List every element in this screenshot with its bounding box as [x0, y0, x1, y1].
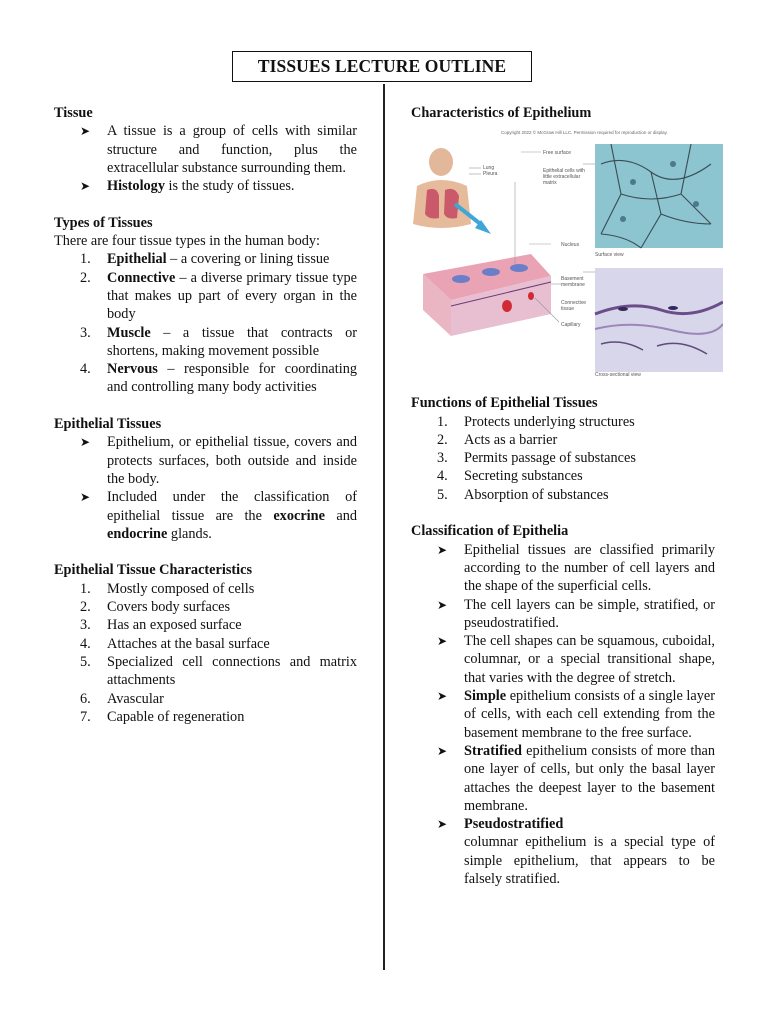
list-item: 3. Has an exposed surface — [80, 617, 242, 634]
list-item: ➤ Included under the classification of epithelial tissue are the exocrine and endocrine glands. — [80, 489, 357, 542]
list-item: 4. Secreting substances — [437, 468, 583, 485]
svg-text:Nucleus: Nucleus — [561, 242, 580, 249]
arrow-bullet-icon: ➤ — [437, 597, 448, 612]
list-item: 3. Muscle – a tissue that contracts or shortens, making movement possible — [80, 324, 357, 359]
list-item: ➤ Epithelial tissues are classified primarily according to the number of cell layers and the shape of the superficial cells. — [437, 541, 715, 595]
list-item: ➤ The cell layers can be simple, stratified, or pseudostratified. — [437, 596, 715, 631]
list-item: 2. Covers body surfaces — [80, 599, 231, 616]
surface-view-micrograph — [595, 144, 723, 248]
svg-text:membrane: membrane — [561, 282, 585, 289]
page-title: TISSUES LECTURE OUTLINE — [232, 51, 532, 82]
list-item: 4. Nervous – responsible for coordinating and controlling many body activities — [80, 361, 357, 396]
epithelial-list — [54, 433, 357, 543]
types-list — [54, 250, 357, 396]
heading-epithelial-tissues: Epithelial Tissues — [54, 416, 162, 433]
heading-characteristics-of-epithelium: Characteristics of Epithelium — [411, 105, 592, 121]
svg-text:Capillary: Capillary — [561, 322, 581, 329]
list-item: ➤ Histology is the study of tissues. — [80, 178, 295, 195]
svg-text:Free surface: Free surface — [543, 150, 572, 157]
list-item: 1. Epithelial – a covering or lining tissue — [80, 251, 330, 268]
classification-list — [411, 541, 715, 889]
list-item: 5. Absorption of substances — [437, 486, 609, 503]
cross-section-micrograph — [595, 268, 723, 372]
list-item: 4. Attaches at the basal surface — [80, 635, 270, 652]
arrow-bullet-icon: ➤ — [80, 490, 91, 505]
list-item: 3. Permits passage of substances — [437, 450, 636, 467]
list-item: 1. Mostly composed of cells — [80, 580, 255, 597]
torso-lungs-icon — [413, 148, 491, 234]
epithelium-illustration — [411, 124, 723, 376]
tissue-block-illustration — [423, 254, 551, 336]
svg-text:Surface view: Surface view — [595, 252, 624, 259]
figure-copyright: Copyright 2022 © McGraw Hill LLC. Permission required for reproduction or display. — [501, 130, 668, 136]
svg-text:Epithelial cells with: Epithelial cells with — [543, 168, 585, 175]
list-item: 2. Connective – a diverse primary tissue type that makes up part of every organ in the body — [80, 269, 357, 323]
svg-text:little extracellular: little extracellular — [543, 174, 581, 181]
list-item: 2. Acts as a barrier — [437, 431, 558, 448]
svg-text:Connective: Connective — [561, 300, 587, 307]
arrow-bullet-icon: ➤ — [80, 435, 91, 450]
svg-text:Lung: Lung — [483, 165, 495, 172]
list-item: ➤ Simple epithelium consists of a single layer of cells, with each cell extending from the basement membrane to the free surface. — [437, 688, 715, 741]
list-item: 6. Avascular — [80, 690, 164, 707]
heading-characteristics: Epithelial Tissue Characteristics — [54, 562, 253, 579]
types-intro: There are four tissue types in the human body: — [54, 233, 321, 250]
arrow-bullet-icon: ➤ — [437, 743, 448, 758]
tissue-list — [54, 122, 357, 195]
functions-list — [411, 413, 715, 504]
heading-types: Types of Tissues — [54, 214, 153, 231]
list-item: ➤ Pseudostratified columnar epithelium is a special type of simple epithelium, that appears to be falsely stratified. — [437, 816, 715, 888]
arrow-bullet-icon: ➤ — [437, 817, 448, 832]
heading-functions: Functions of Epithelial Tissues — [411, 395, 598, 412]
svg-text:tissue: tissue — [561, 306, 575, 313]
arrow-bullet-icon: ➤ — [437, 634, 448, 649]
list-item: 7. Capable of regeneration — [80, 708, 245, 725]
epithelium-figure — [411, 124, 723, 376]
svg-text:Basement: Basement — [561, 276, 584, 283]
column-divider — [383, 84, 385, 970]
characteristics-list — [54, 580, 357, 726]
svg-text:matrix: matrix — [543, 180, 557, 187]
arrow-bullet-icon: ➤ — [437, 542, 448, 557]
arrow-bullet-icon: ➤ — [80, 124, 91, 139]
right-column — [411, 104, 715, 888]
list-item: ➤ A tissue is a group of cells with similar structure and function, plus the extracellular substance surrounding them. — [80, 123, 357, 176]
list-item: 5. Specialized cell connections and matrix attachments — [80, 653, 357, 689]
arrow-bullet-icon: ➤ — [437, 689, 448, 704]
arrow-bullet-icon: ➤ — [80, 179, 91, 194]
svg-text:Cross-sectional view: Cross-sectional view — [595, 372, 641, 377]
list-item: ➤ Epithelium, or epithelial tissue, covers and protects surfaces, both outside and inside the body. — [80, 434, 357, 487]
heading-tissue: Tissue — [54, 105, 93, 121]
heading-classification: Classification of Epithelia — [411, 523, 569, 540]
svg-text:Pleura: Pleura — [483, 171, 498, 178]
list-item: ➤ The cell shapes can be squamous, cuboidal, columnar, or a special transitional shape, that varies with the degree of stretch. — [437, 633, 715, 686]
list-item: ➤ Stratified epithelium consists of more than one layer of cells, but only the basal layer attaches the deepest layer to the basement membrane. — [437, 742, 715, 814]
left-column — [54, 104, 357, 726]
list-item: 1. Protects underlying structures — [437, 413, 635, 430]
